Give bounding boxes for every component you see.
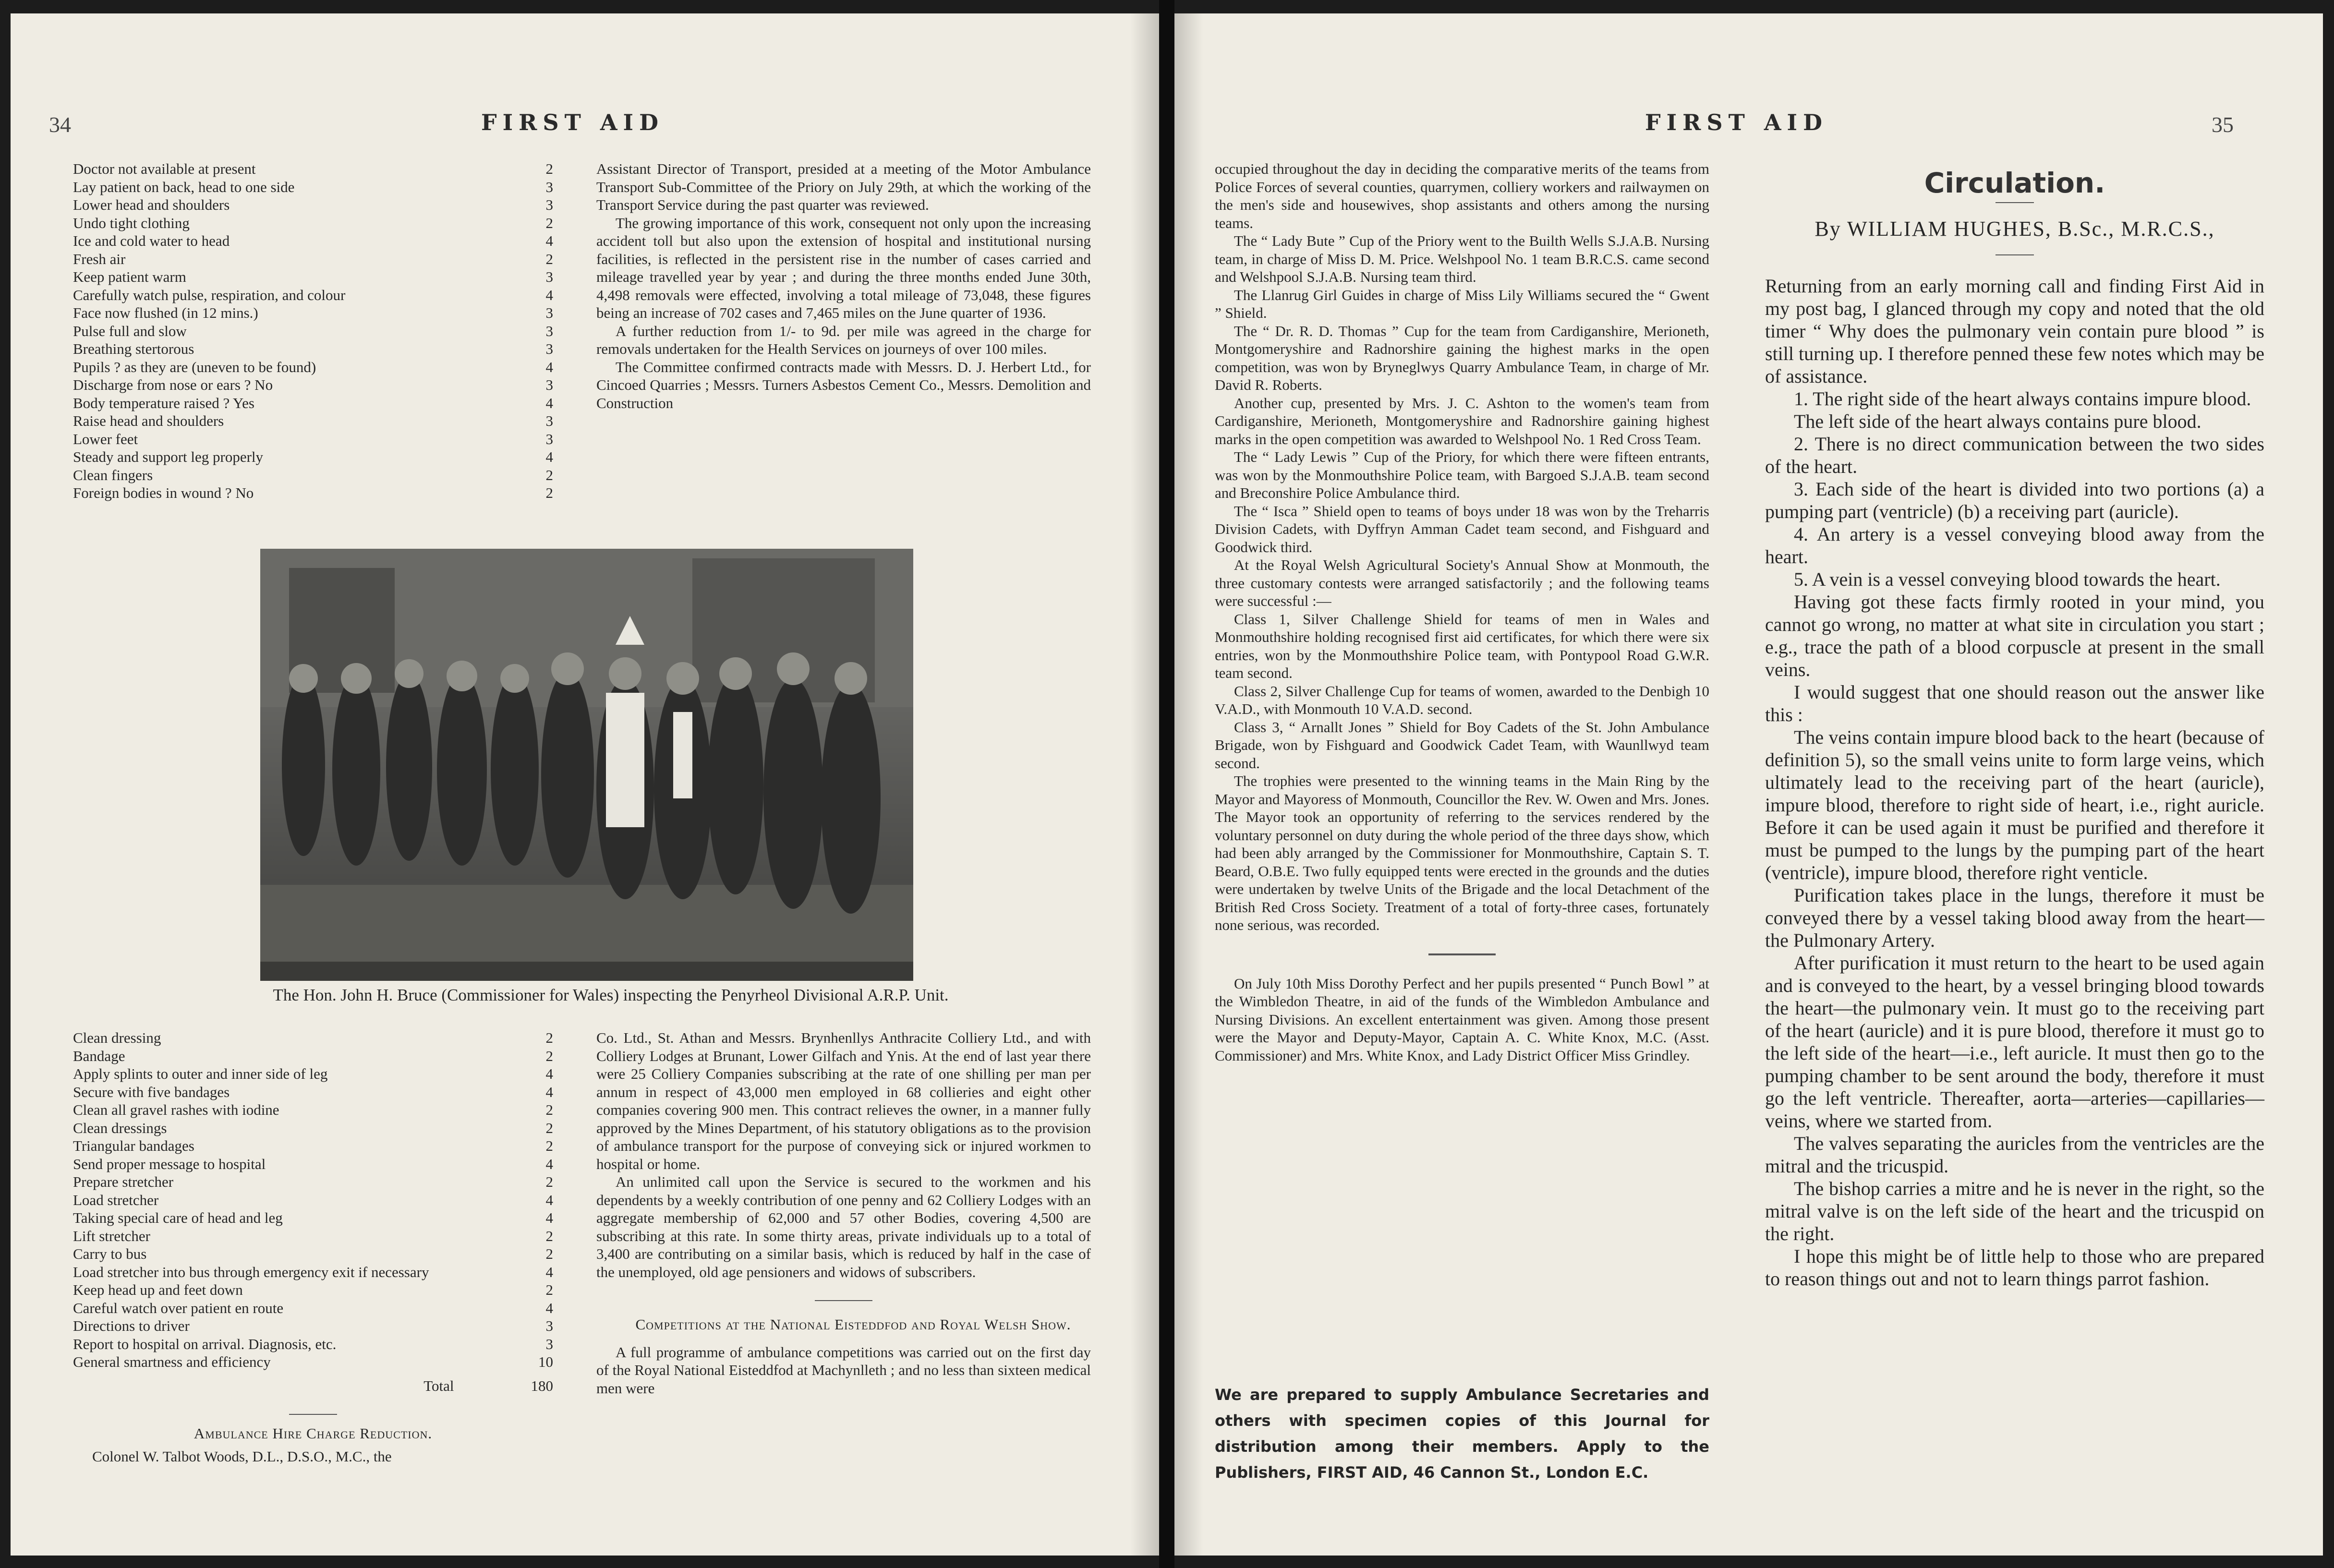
- marks-item-label: Careful watch over patient en route: [73, 1299, 284, 1316]
- marks-item-value: 2: [545, 214, 553, 231]
- marks-item-value: 2: [545, 1173, 553, 1190]
- marks-item-value: 3: [545, 268, 553, 285]
- marks-row: [73, 1047, 553, 1065]
- marks-item-label: Lower feet: [73, 430, 138, 447]
- marks-item-value: 4: [545, 232, 553, 249]
- paragraph: The Committee confirmed contracts made with Messrs. D. J. Herbert Ltd., for Cincoed Quarries ; Messrs. Turners Asbestos Cement Co., Messrs. Demolition and Construction: [596, 358, 1091, 411]
- divider: [289, 1414, 337, 1415]
- marks-item-label: Triangular bandages: [73, 1137, 194, 1154]
- paragraph: The growing importance of this work, consequent not only upon the increasing accident toll but also upon the extension of hospital and institutional nursing facilities, is reflected in the persistent rise in the number of cases carried and mileage travelled year by year ; and during the three months ended June 30th, 4,498 removals were effected, involving a total mileage of 73,048, these figures being an increase of 702 cases and 7,465 miles on the June quarter of 1936.: [596, 214, 1091, 321]
- marks-row: [73, 178, 553, 196]
- divider: [815, 1300, 872, 1301]
- marks-item-label: Lift stretcher: [73, 1227, 150, 1244]
- marks-row: [73, 232, 553, 250]
- marks-row: [73, 448, 553, 466]
- paragraph: Class 1, Silver Challenge Shield for teams of men in Wales and Monmouthshire holding recognised first aid certificates, for which there were six entries, won by the Monmouthshire Police team, with Pontypool Road G.W.R. team second.: [1215, 610, 1709, 681]
- marks-row: [73, 1299, 553, 1317]
- marks-item-value: 4: [545, 1209, 553, 1226]
- marks-item-label: Ice and cold water to head: [73, 232, 230, 249]
- marks-item-value: 2: [545, 1227, 553, 1244]
- marks-item-value: 2: [545, 250, 553, 267]
- marks-item-value: 3: [545, 178, 553, 195]
- paragraph: At the Royal Welsh Agricultural Society's Annual Show at Monmouth, the three customary contests were arranged satisfactorily ; and the following teams were successful :—: [1215, 556, 1709, 609]
- paragraph: Another cup, presented by Mrs. J. C. Ashton to the women's team from Cardiganshire, Merioneth, Montgomeryshire and Radnorshire gaining highest marks in the open competition was awarded to Welshpool No. 1 Red Cross Team.: [1215, 394, 1709, 447]
- marks-row: [73, 376, 553, 394]
- marks-row: [73, 1245, 553, 1263]
- article-paragraph: Purification takes place in the lungs, therefore it must be conveyed there by a vessel taking blood away from the heart—the Pulmonary Artery.: [1765, 884, 2264, 951]
- marks-item-label: Secure with five bandages: [73, 1083, 230, 1100]
- marks-item-label: Lay patient on back, head to one side: [73, 178, 295, 195]
- article-paragraph: 2. There is no direct communication between the two sides of the heart.: [1765, 433, 2264, 477]
- marks-item-label: Keep patient warm: [73, 268, 186, 285]
- hire-heading: Ambulance Hire Charge Reduction.: [193, 1425, 433, 1442]
- marks-item-label: Fresh air: [73, 250, 126, 267]
- article-byline: By WILLIAM HUGHES, B.Sc., M.R.C.S.,: [1814, 217, 2215, 241]
- total-value: 180: [531, 1377, 553, 1394]
- marks-item-label: Pulse full and slow: [73, 322, 187, 339]
- running-head-right: FIRST AID: [1645, 109, 1828, 135]
- marks-row: [73, 1083, 553, 1101]
- marks-item-value: 2: [545, 1119, 553, 1136]
- marks-row: [73, 1353, 553, 1371]
- marks-item-value: 10: [538, 1353, 553, 1370]
- total-label: Total: [423, 1377, 454, 1394]
- article-paragraph: The bishop carries a mitre and he is never in the right, so the mitral valve is on the left side of the heart and the tricuspid on the right.: [1765, 1178, 2264, 1244]
- paragraph: Co. Ltd., St. Athan and Messrs. Brynhenllys Anthracite Colliery Ltd., and with Colliery Lodges at Brunant, Lower Gilfach and Ynis. At the end of last year there were 25 Colliery Companies subscribing at the rate of one shilling per man per annum in respect of 43,000 men employed in 68 collieries and eight other companies covering 900 men. This contract relieves the owner, in a manner fully approved by the Mines Department, of his statutory obligations as to the provision of ambulance transport for the purpose of conveying sick or injured workmen to hospital or home.: [596, 1029, 1091, 1172]
- marks-row: [73, 1065, 553, 1083]
- article-paragraph: The veins contain impure blood back to the heart (because of definition 5), so the small veins unite to form large veins, which ultimately lead to the receiving part of the heart (auricle), impure blood, therefore to right side of heart, i.e., right auricle. Before it can be used again it must be purified and therefore it must be pumped to the lungs by the pumping part of the heart (ventricle), impure blood, therefore right venticle.: [1765, 726, 2264, 883]
- marks-row: [73, 1173, 553, 1191]
- circulation-article: [1765, 167, 2264, 1290]
- competitions-heading: Competitions at the National Eisteddfod and Royal Welsh Show.: [635, 1316, 1071, 1333]
- marks-item-label: Foreign bodies in wound ? No: [73, 484, 254, 501]
- paragraph: The “ Dr. R. D. Thomas ” Cup for the team from Cardiganshire, Merioneth, Montgomeryshire and Radnorshire gaining the highest marks in the open competition, was won by Bryneglwys Quarry Ambulance Team, in charge of Mr. David R. Roberts.: [1215, 322, 1709, 393]
- marks-item-value: 2: [545, 466, 553, 483]
- marks-item-value: 4: [545, 1083, 553, 1100]
- marks-item-label: Raise head and shoulders: [73, 412, 224, 429]
- inspection-photograph: [260, 549, 913, 981]
- marks-row: [73, 286, 553, 304]
- marks-item-value: 2: [545, 160, 553, 177]
- marks-item-value: 2: [545, 484, 553, 501]
- marks-item-label: Load stretcher: [73, 1191, 159, 1208]
- divider: [1428, 953, 1496, 955]
- marks-item-label: Lower head and shoulders: [73, 196, 230, 213]
- marks-row: [73, 1209, 553, 1227]
- right-page: [1174, 13, 2323, 1556]
- paragraph: A full programme of ambulance competitions was carried out on the first day of the Royal National Eisteddfod at Machynlleth ; and no less than sixteen medical men were: [596, 1343, 1091, 1397]
- marks-item-value: 4: [545, 286, 553, 303]
- page-number-right: 35: [2212, 112, 2234, 137]
- paragraph: An unlimited call upon the Service is secured to the workmen and his dependents by a weekly contribution of one penny and 62 Colliery Lodges with an aggregate membership of 62,000 and 57 other Bodies, covering 4,500 are subscribing at this rate. In some thirty areas, private individuals up to a total of 3,400 are contributing on a similar basis, which is reduced by half in the case of the unemployed, old age pensioners and widows of subscribers.: [596, 1173, 1091, 1280]
- marks-item-label: Clean fingers: [73, 466, 153, 483]
- page-shadow-left: [1130, 13, 1159, 1556]
- marks-item-label: Clean dressing: [73, 1029, 161, 1046]
- page-shadow-right: [1174, 13, 1203, 1556]
- article-paragraph: Returning from an early morning call and finding First Aid in my post bag, I glanced through my copy and noted that the old timer “ Why does the pulmonary vein contain pure blood ” is still turning up. I therefore penned these few notes which may be of assistance.: [1765, 275, 2264, 387]
- marks-item-value: 2: [545, 1047, 553, 1064]
- marks-item-label: Clean dressings: [73, 1119, 167, 1136]
- marks-row: [73, 340, 553, 358]
- article-title: Circulation.: [1924, 167, 2105, 199]
- transport-column-top: [596, 160, 1091, 412]
- marks-item-label: Carry to bus: [73, 1245, 147, 1262]
- photograph-illustration: [260, 549, 913, 981]
- paragraph: The “ Isca ” Shield open to teams of boys under 18 was won by the Treharris Division Cadets, with Dyffryn Amman Cadet team second, and Fishguard and Goodwick third.: [1215, 502, 1709, 555]
- marks-item-label: Send proper message to hospital: [73, 1155, 266, 1172]
- marks-item-value: 3: [545, 376, 553, 393]
- marks-row: [73, 250, 553, 268]
- divider: [1995, 202, 2034, 203]
- article-paragraph: Having got these facts firmly rooted in your mind, you cannot go wrong, no matter at what site in circulation you start ; e.g., trace the path of a blood corpuscle at present in the small veins.: [1765, 591, 2264, 680]
- running-head-left: FIRST AID: [481, 109, 664, 135]
- article-paragraph: 1. The right side of the heart always contains impure blood.: [1794, 388, 2251, 410]
- marks-item-label: Prepare stretcher: [73, 1173, 174, 1190]
- marks-item-value: 4: [545, 1155, 553, 1172]
- marks-item-value: 2: [545, 1245, 553, 1262]
- marks-item-value: 2: [545, 1029, 553, 1046]
- marks-item-label: Apply splints to outer and inner side of leg: [73, 1065, 328, 1082]
- marks-item-label: Face now flushed (in 12 mins.): [73, 304, 258, 321]
- photo-caption: The Hon. John H. Bruce (Commissioner for Wales) inspecting the Penyrheol Divisional A.R.P. Unit.: [273, 986, 949, 1004]
- marks-total-row: [73, 1377, 553, 1395]
- marks-item-value: 3: [545, 1317, 553, 1334]
- article-paragraph: I hope this might be of little help to those who are prepared to reason things out and not to learn things parrot fashion.: [1765, 1245, 2264, 1290]
- marks-item-label: Pupils ? as they are (uneven to be found): [73, 358, 316, 375]
- marks-row: [73, 1281, 553, 1299]
- marks-item-label: Bandage: [73, 1047, 125, 1064]
- paragraph: The “ Lady Bute ” Cup of the Priory went to the Builth Wells S.J.A.B. Nursing team, in charge of Miss D. M. Price. Welshpool No. 1 team B.R.C.S. came second and Welshpool S.J.A.B. Nursing team third.: [1215, 232, 1709, 285]
- article-paragraph: The valves separating the auricles from the ventricles are the mitral and the tricuspid.: [1765, 1133, 2264, 1177]
- marks-item-label: General smartness and efficiency: [73, 1353, 271, 1370]
- marks-row: [73, 484, 553, 502]
- marks-item-value: 3: [545, 412, 553, 429]
- marks-row: [73, 322, 553, 340]
- article-paragraph: After purification it must return to the heart to be used again and is conveyed to the heart, by a vessel bringing blood towards the heart—the pulmonary vein. It must go to the receiving part of the heart (auricle) and it is pure blood, therefore it must go to the left side of the heart—i.e., left auricle. It must then go to the pumping chamber to be sent around the body, therefore it must go the left ventricle. Thereafter, aorta—arteries—capillaries—veins, where we started from.: [1765, 952, 2264, 1132]
- marks-row: [73, 1317, 553, 1335]
- marks-item-value: 2: [545, 1137, 553, 1154]
- marks-item-value: 4: [545, 1299, 553, 1316]
- marks-item-value: 4: [545, 448, 553, 465]
- marks-row: [73, 1227, 553, 1245]
- marks-row: [73, 1191, 553, 1209]
- marks-row: [73, 1155, 553, 1173]
- paragraph: A further reduction from 1/- to 9d. per mile was agreed in the charge for removals undertaken for the Health Services on journeys of over 100 miles.: [596, 322, 1091, 357]
- marks-item-label: Load stretcher into bus through emergency exit if necessary: [73, 1263, 429, 1280]
- marks-row: [73, 214, 553, 232]
- marks-row: [73, 1029, 553, 1047]
- paragraph: occupied throughout the day in deciding the comparative merits of the teams from Police Forces of several counties, quarrymen, colliery workers and railwaymen on the men's side and housewives, shop assistants and others among the nursing teams.: [1215, 160, 1709, 231]
- article-body: [1765, 275, 2264, 1290]
- article-paragraph: 4. An artery is a vessel conveying blood away from the heart.: [1765, 523, 2264, 567]
- marks-row: [73, 304, 553, 322]
- article-paragraph: The left side of the heart always contains pure blood.: [1794, 410, 2201, 432]
- book-gutter: [1159, 0, 1174, 1568]
- marks-item-value: 4: [545, 1263, 553, 1280]
- marks-row: [73, 1119, 553, 1137]
- marks-item-value: 4: [545, 1191, 553, 1208]
- marks-row: [73, 196, 553, 214]
- paragraph: The “ Lady Lewis ” Cup of the Priory, for which there were fifteen entrants, was won by the Monmouthshire Police team, with Bargoed S.J.A.B. team second and Breconshire Police Ambulance third.: [1215, 448, 1709, 501]
- marks-item-label: Clean all gravel rashes with iodine: [73, 1101, 279, 1118]
- marks-item-value: 2: [545, 1281, 553, 1298]
- marks-item-label: Undo tight clothing: [73, 214, 190, 231]
- paragraph: Assistant Director of Transport, presided at a meeting of the Motor Ambulance Transport Sub-Committee of the Priory on July 29th, at which the working of the Transport Service during the past quarter was reviewed.: [596, 160, 1091, 213]
- marks-row: [73, 394, 553, 412]
- marks-item-value: 3: [545, 340, 553, 357]
- marks-item-value: 3: [545, 1335, 553, 1352]
- marks-row: [73, 412, 553, 430]
- marks-item-label: Steady and support leg properly: [73, 448, 264, 465]
- marks-item-label: Directions to driver: [73, 1317, 190, 1334]
- marks-row: [73, 1263, 553, 1281]
- marks-item-label: Discharge from nose or ears ? No: [73, 376, 273, 393]
- marks-item-label: Body temperature raised ? Yes: [73, 394, 254, 411]
- marks-item-label: Breathing stertorous: [73, 340, 194, 357]
- article-paragraph: 5. A vein is a vessel conveying blood towards the heart.: [1794, 568, 2221, 590]
- marks-list-bottom: [73, 1029, 553, 1465]
- marks-item-value: 2: [545, 1101, 553, 1118]
- paragraph: The Llanrug Girl Guides in charge of Miss Lily Williams secured the “ Gwent ” Shield.: [1215, 286, 1709, 321]
- marks-row: [73, 1335, 553, 1353]
- marks-item-value: 4: [545, 1065, 553, 1082]
- marks-item-label: Doctor not available at present: [73, 160, 256, 177]
- paragraph: The trophies were presented to the winning teams in the Main Ring by the Mayor and Mayoress of Monmouth, Councillor the Rev. W. Owen and Mrs. Jones. The Mayor took an opportunity of referring to the services rendered by the voluntary personnel on duty during the whole period of the three days show, which had been ably arranged by the Commissioner for Monmouthshire, Captain S. T. Beard, O.B.E. Two fully equipped tents were erected in the grounds and the duties were undertaken by twelve Units of the Brigade and the local Detachment of the British Red Cross Society. Treatment of a total of forty-three cases, fortunately none serious, was recorded.: [1215, 772, 1709, 933]
- article-paragraph: 3. Each side of the heart is divided into two portions (a) a pumping part (ventricle) (b) a receiving part (auricle).: [1765, 478, 2264, 522]
- article-paragraph: I would suggest that one should reason out the answer like this :: [1765, 681, 2264, 725]
- marks-item-label: Carefully watch pulse, respiration, and colour: [73, 286, 346, 303]
- marks-item-label: Taking special care of head and leg: [73, 1209, 283, 1226]
- paragraph: Class 2, Silver Challenge Cup for teams of women, awarded to the Denbigh 10 V.A.D., with Monmouth 10 V.A.D. second.: [1215, 682, 1709, 717]
- divider: [1995, 254, 2034, 255]
- paragraph: Class 3, “ Arnallt Jones ” Shield for Boy Cadets of the St. John Ambulance Brigade, won by Fishguard and Goodwick Cadet Team, with Waunllwyd team second.: [1215, 718, 1709, 772]
- marks-item-value: 4: [545, 394, 553, 411]
- marks-row: [73, 160, 553, 178]
- marks-row: [73, 1137, 553, 1155]
- wimbledon-paragraph: On July 10th Miss Dorothy Perfect and her pupils presented “ Punch Bowl ” at the Wimbledon Theatre, in aid of the funds of the Wimbledon Ambulance and Nursing Divisions. An excellent entertainment was given. Among those present were the Mayor and Deputy-Mayor, Captain A. C. White Knox, M.C. (Asst. Commissioner) and Mrs. White Knox, and Lady District Officer Miss Grindley.: [1215, 975, 1709, 1064]
- marks-item-value: 3: [545, 196, 553, 213]
- marks-row: [73, 1101, 553, 1119]
- marks-item-value: 3: [545, 322, 553, 339]
- marks-item-value: 3: [545, 430, 553, 447]
- hire-text: Colonel W. Talbot Woods, D.L., D.S.O., M.C., the: [92, 1447, 392, 1465]
- marks-row: [73, 430, 553, 448]
- marks-row: [73, 358, 553, 376]
- transport-column-bottom: [596, 1029, 1091, 1397]
- left-page: [11, 13, 1159, 1556]
- marks-item-label: Keep head up and feet down: [73, 1281, 243, 1298]
- marks-item-value: 3: [545, 304, 553, 321]
- competitions-column: [1215, 160, 1709, 1064]
- marks-row: [73, 268, 553, 286]
- marks-item-label: Report to hospital on arrival. Diagnosis, etc.: [73, 1335, 337, 1352]
- marks-row: [73, 466, 553, 484]
- marks-item-value: 4: [545, 358, 553, 375]
- page-number-left: 34: [49, 112, 71, 137]
- publisher-notice: We are prepared to supply Ambulance Secretaries and others with specimen copies of this Journal for distribution among their members. Apply to the Publishers, FIRST AID, 46 Cannon St., London E.C.: [1215, 1386, 1709, 1482]
- marks-list-top: [73, 160, 553, 502]
